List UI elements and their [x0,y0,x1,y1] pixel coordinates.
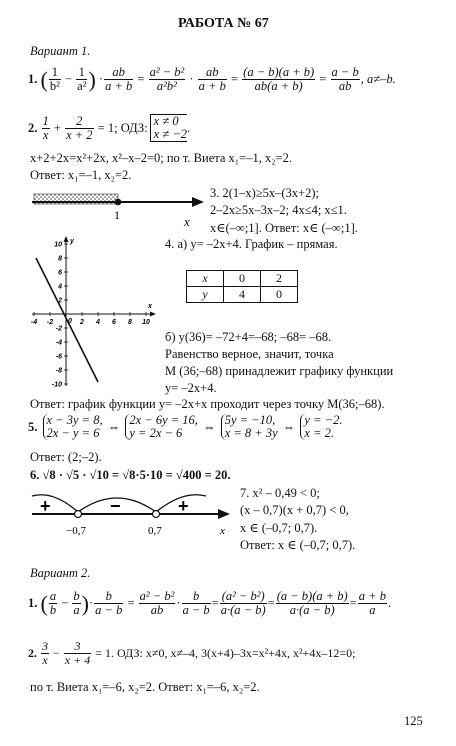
v2-problem-2: 2. $\frac{3}{x}$ − $\frac{3}{x + 4}$ = 1. ОДЗ: x≠0, x≠–4, 3(x+4)–3x=x²+4x, x²+4x–12=0; [28,639,356,667]
v1-p4-answer: Ответ: график функции y= –2x+x проходит через точку M(36;–68). [30,397,385,411]
fraction: $\frac{2}{x + 2}$ [66,113,93,142]
y-tick-label: -8 [55,367,62,375]
v2-p2-line2: по т. Виета x₁=–6, x₂=2. Ответ: x₁=–6, x₂=2. [30,680,260,694]
v1-p4-b1: б) y(36)= –72+4=–68; –68= –68. [165,330,332,344]
y-tick-label: 6 [58,269,62,277]
sign-plus: + [40,496,51,516]
page-title: РАБОТА № 67 [178,16,269,31]
arrow-head [218,509,230,519]
y-tick-label: 8 [58,255,62,263]
x-tick-label: 10 [142,319,150,326]
equation-system: x − 3y = 8, 2x − y = 6 [43,414,103,440]
page-number: 125 [404,714,423,728]
x-tick-label: 2 [80,319,84,326]
x-tick-label: 6 [112,319,116,326]
equation-system: 2x − 6y = 16, y = 2x − 6 [125,414,198,440]
fraction: $\frac{a}{b}$ [49,589,57,617]
x-tick-label: 8 [128,319,132,326]
fraction: $\frac{\text{a² − b²}}{ab}$ [139,589,175,617]
fraction: $\frac{b}{a - b}$ [95,589,123,617]
origin-label: 0 [68,318,72,325]
axis-label: x [184,214,190,229]
v1-p3-line2: 2–2x≥5x–3x–2; 4x≤4; x≤1. [210,203,347,217]
v1-p7-answer: Ответ: x ∈ (–0,7; 0,7). [240,538,356,552]
v1-p2-solution: x+2+2x=x²+2x, x²–x–2=0; по т. Виета x₁=–1, x₂=2. [30,151,292,165]
fraction: $\frac{b}{a}$ [73,589,80,617]
fraction: $\frac{1}{x}$ [42,113,49,142]
arrow-head [192,197,204,207]
y-tick-label: 10 [54,241,62,249]
tick-label: 1 [114,208,120,222]
fraction: $\frac{ab}{a + b}$ [198,65,226,93]
y-tick-label: 4 [58,283,62,291]
v1-p5-answer: Ответ: (2;–2). [30,450,102,464]
v1-p4-value-table [186,270,298,303]
y-tick-label: -2 [55,325,62,333]
v1-p4-b3: M (36;–68) принадлежит графику функции [165,364,394,378]
variant-2-heading: Вариант 2. [30,566,91,580]
v1-p7-line1: 7. x² – 0,49 < 0; [240,486,320,500]
x-tick-label: 4 [96,319,100,326]
v1-p4-line1: 4. а) y= –2x+4. График – прямая. [165,237,338,251]
y-tick-label: -4 [55,339,62,347]
fraction: $\frac{(a - b)(a + b)}{a\cdot(a - b)}$ [276,589,348,617]
v1-problem-1: 1. ( $\frac{1}{\text{b²}}$ − $\frac{1}{\text{a²}}$ ) · $\frac{ab}{a + b}$ = $\frac{\text{a² − b²}}{\text{a²b²}}$ · $\frac{ab}{a + b}$ = $\frac{(a - b)(a + b)}{ab(a + b)}$ = $\frac{a - b}{ab}$ , a≠–b. [28,65,396,93]
open-point [75,511,82,518]
fraction: $\frac{(a - b)(a + b)}{ab(a + b)}$ [243,65,315,93]
y-tick-label: -6 [55,353,62,361]
v1-problem-6: 6. √8 · √5 · √10 = √8·5·10 = √400 = 20. [30,468,231,482]
v2-problem-1: 1. ( $\frac{a}{b}$ − $\frac{b}{a}$ ) · $\frac{b}{a - b}$ = $\frac{\text{a² − b²}}{ab}$ · $\frac{b}{a - b}$ = $\frac{\text{(a² − b²)}}{a\cdot(a - b)}$ = $\frac{(a - b)(a + b)}{a\cdot(a - b)}$ = $\frac{a + b}{a}$ . [28,589,392,617]
axis-label: x [220,525,225,537]
fraction: $\frac{b}{a - b}$ [182,589,210,617]
fraction: $\frac{\text{a² − b²}}{\text{a²b²}}$ [149,65,185,93]
v1-p4-graph [28,234,160,390]
variant-1-heading: Вариант 1. [30,44,91,58]
fraction: $\frac{3}{x + 4}$ [64,639,91,667]
tick-label: −0,7 [66,525,86,537]
x-tick-label: -4 [30,319,38,326]
v1-problem-5: 5. x − 3y = 8, 2x − y = 6 ⇔ 2x − 6y = 16, y = 2x − 6 ⇔ 5y = −10, x = 8 + 3y ⇔ y = −2. x = 2. [28,413,343,440]
x-tick-label: -2 [46,319,54,326]
v1-p7-line3: x ∈ (–0,7; 0,7). [240,521,318,535]
point-marker [115,199,122,206]
equation-system: y = −2. x = 2. [300,414,342,440]
sign-plus: + [178,496,189,516]
v1-p3-line1: 3. 2(1–x)≥5x–(3x+2); [210,186,320,200]
table-row: y 4 0 [187,287,298,303]
v1-p7-sign-diagram [28,486,234,542]
v1-problem-2: 2. $\frac{1}{x}$ + $\frac{2}{x + 2}$ = 1; ОДЗ: x ≠ 0 x ≠ −2 . [28,113,191,142]
fraction: $\frac{1}{\text{a²}}$ [77,65,87,93]
equation-system: 5y = −10, x = 8 + 3y [221,414,278,440]
sign-minus: − [110,496,121,516]
fraction: $\frac{\text{(a² − b²)}}{a\cdot(a - b)}$ [220,589,266,617]
y-tick-label: 2 [58,297,62,305]
table-row: x 0 2 [187,271,298,287]
v1-p4-b4: y= –2x+4. [165,381,217,395]
fraction: $\frac{ab}{a + b}$ [105,65,133,93]
v1-p2-answer: Ответ: x₁=–1, x₂=2. [30,168,132,182]
v1-p3-line3: x∈(–∞;1]. Ответ: x∈ (–∞;1]. [210,221,358,235]
x-axis-label: x [148,303,152,310]
y-axis-label: y [70,238,74,245]
fraction: $\frac{3}{x}$ [42,639,48,667]
graph-line [36,255,98,382]
y-tick-label: -10 [51,381,62,389]
problem-number: 1. [28,72,38,86]
fraction: $\frac{a + b}{a}$ [358,589,386,617]
v1-p7-line2: (x – 0,7)(x + 0,7) < 0, [240,503,349,517]
fraction: $\frac{1}{\text{b²}}$ [49,65,60,93]
tick-label: 0,7 [148,525,162,537]
fraction: $\frac{a - b}{ab}$ [331,65,359,93]
domain-conditions: x ≠ 0 x ≠ −2 [150,114,187,142]
sign-arc [32,495,78,512]
v1-p3-number-line [28,188,206,232]
v1-p4-b2: Равенство верное, значит, точка [165,347,334,361]
open-point [153,511,160,518]
